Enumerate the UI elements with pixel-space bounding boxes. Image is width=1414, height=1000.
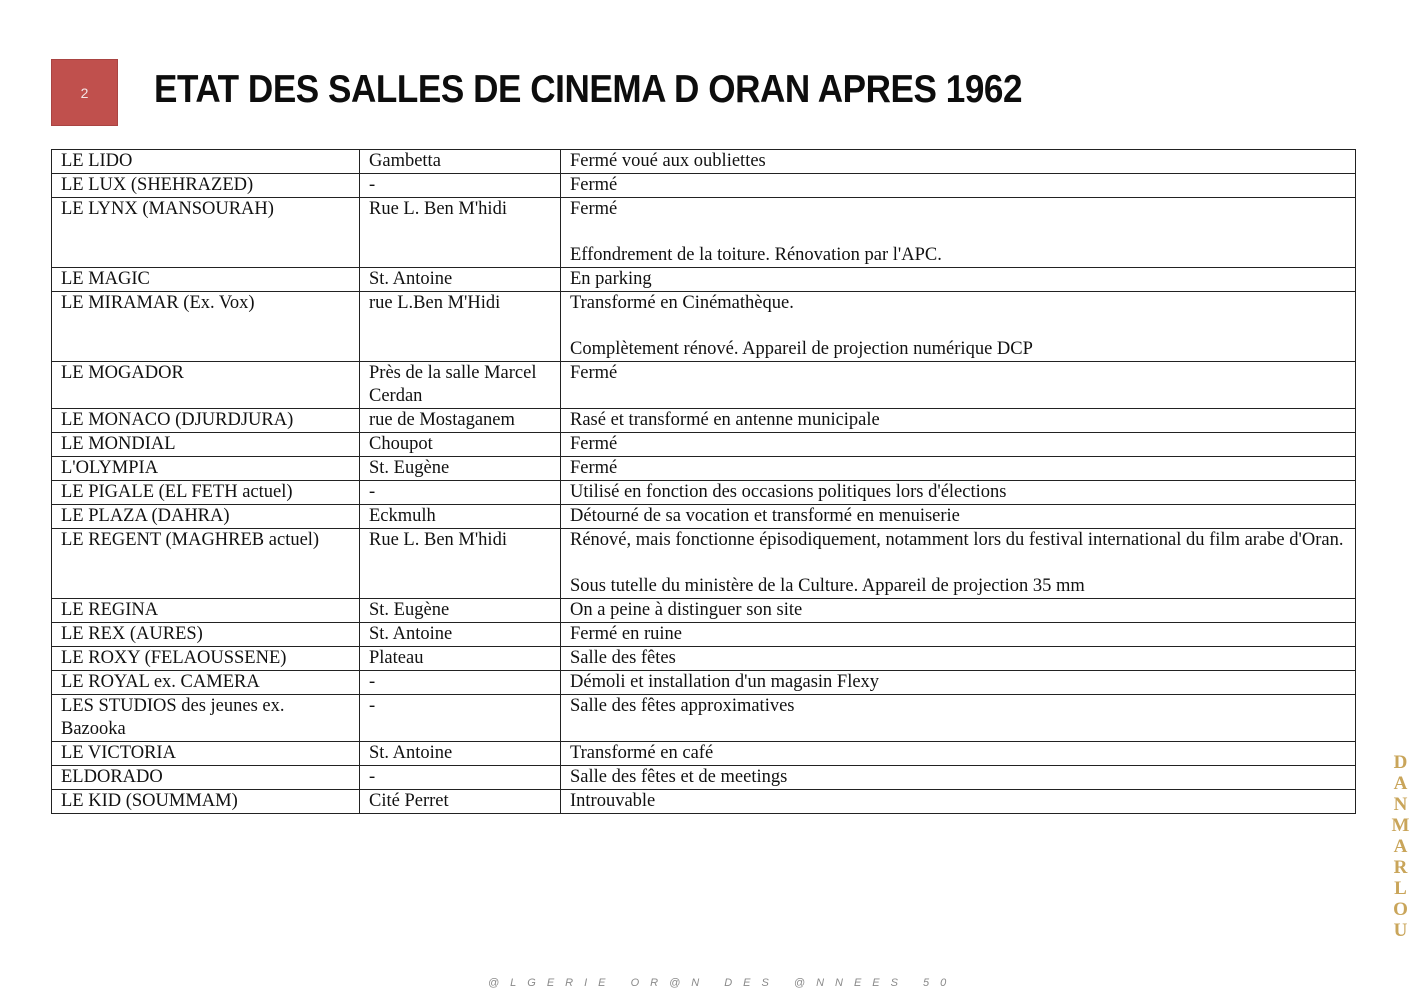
cinema-status-cell [561, 766, 1356, 790]
cinema-location-cell: St. Antoine [360, 623, 561, 647]
cinema-status-cell [561, 268, 1356, 292]
status-line: Détourné de sa vocation et transformé en menuiserie [570, 506, 960, 526]
status-line: Fermé [570, 458, 618, 478]
cinema-status-cell [561, 292, 1356, 362]
table-row [52, 457, 1356, 481]
cinema-name-cell: ELDORADO [52, 766, 360, 790]
table-row [52, 766, 1356, 790]
table-row [52, 529, 1356, 599]
table-row [52, 647, 1356, 671]
cinema-status-cell [561, 457, 1356, 481]
cinema-name-cell: LE ROXY (FELAOUSSENE) [52, 647, 360, 671]
status-line: Fermé [570, 363, 618, 383]
page-title: ETAT DES SALLES DE CINEMA D ORAN APRES 1962 [154, 68, 1023, 111]
status-line: Sous tutelle du ministère de la Culture. Appareil de projection 35 mm [570, 576, 1085, 596]
status-line: En parking [570, 269, 652, 289]
table-row [52, 671, 1356, 695]
cinema-name-cell: LE VICTORIA [52, 742, 360, 766]
cinema-location-cell: rue L.Ben M'Hidi [360, 292, 561, 362]
footer-text: @LGERIE OR@N DES @NNEES 50 [488, 977, 958, 989]
cinema-name-cell: L'OLYMPIA [52, 457, 360, 481]
status-line: Salle des fêtes et de meetings [570, 767, 788, 787]
cinema-name-cell: LE LUX (SHEHRAZED) [52, 174, 360, 198]
cinema-name-cell: LE REGINA [52, 599, 360, 623]
cinema-name-cell: LE MOGADOR [52, 362, 360, 409]
cinema-status-cell [561, 529, 1356, 599]
cinema-location-cell: Eckmulh [360, 505, 561, 529]
status-line: Salle des fêtes approximatives [570, 696, 795, 716]
status-line: Fermé [570, 199, 618, 219]
table-row [52, 292, 1356, 362]
cinema-status-cell [561, 198, 1356, 268]
cinema-status-cell [561, 742, 1356, 766]
cinema-status-table [51, 149, 1356, 814]
cinema-status-cell [561, 695, 1356, 742]
table-row [52, 742, 1356, 766]
cinema-name-cell: LE PIGALE (EL FETH actuel) [52, 481, 360, 505]
cinema-name-cell: LE MAGIC [52, 268, 360, 292]
table-row [52, 481, 1356, 505]
cinema-name-cell: LE PLAZA (DAHRA) [52, 505, 360, 529]
cinema-location-cell: - [360, 695, 561, 742]
status-line: Complètement rénové. Appareil de projection numérique DCP [570, 339, 1033, 359]
cinema-location-cell: St. Eugène [360, 599, 561, 623]
cinema-location-cell: Rue L. Ben M'hidi [360, 198, 561, 268]
cinema-status-cell [561, 409, 1356, 433]
cinema-name-cell: LE LIDO [52, 150, 360, 174]
cinema-location-cell: St. Eugène [360, 457, 561, 481]
status-line: Fermé [570, 175, 618, 195]
status-line: Salle des fêtes [570, 648, 676, 668]
status-line: Rénové, mais fonctionne épisodiquement, notamment lors du festival international du film arabe d'Oran. [570, 530, 1344, 550]
table-row [52, 433, 1356, 457]
status-line: Transformé en café [570, 743, 714, 763]
table-row [52, 362, 1356, 409]
status-line: Démoli et installation d'un magasin Flexy [570, 672, 880, 692]
cinema-status-cell [561, 671, 1356, 695]
cinema-name-cell: LE ROYAL ex. CAMERA [52, 671, 360, 695]
status-line: On a peine à distinguer son site [570, 600, 803, 620]
cinema-location-cell: St. Antoine [360, 742, 561, 766]
table-row [52, 268, 1356, 292]
status-line: Introuvable [570, 791, 656, 811]
cinema-status-cell [561, 599, 1356, 623]
status-line: Fermé en ruine [570, 624, 682, 644]
cinema-location-cell: Près de la salle Marcel Cerdan [360, 362, 561, 409]
cinema-location-cell: Gambetta [360, 150, 561, 174]
table-row [52, 599, 1356, 623]
cinema-status-cell [561, 505, 1356, 529]
cinema-location-cell: - [360, 671, 561, 695]
cinema-name-cell: LES STUDIOS des jeunes ex. Bazooka [52, 695, 360, 742]
status-line: Fermé [570, 434, 618, 454]
status-line: Utilisé en fonction des occasions politiques lors d'élections [570, 482, 1007, 502]
cinema-name-cell: LE MIRAMAR (Ex. Vox) [52, 292, 360, 362]
cinema-status-cell [561, 362, 1356, 409]
cinema-location-cell: - [360, 481, 561, 505]
table-row [52, 505, 1356, 529]
cinema-location-cell: Plateau [360, 647, 561, 671]
table-row [52, 790, 1356, 814]
status-line: Effondrement de la toiture. Rénovation par l'APC. [570, 245, 942, 265]
table-body [52, 150, 1356, 814]
cinema-status-cell [561, 150, 1356, 174]
cinema-status-cell [561, 790, 1356, 814]
table-row [52, 174, 1356, 198]
side-watermark: DANMARLOU [1390, 752, 1411, 941]
table-row [52, 409, 1356, 433]
cinema-location-cell: - [360, 174, 561, 198]
table-row [52, 695, 1356, 742]
cinema-location-cell: St. Antoine [360, 268, 561, 292]
status-line: Transformé en Cinémathèque. [570, 293, 794, 313]
page-number-badge [51, 59, 118, 126]
cinema-location-cell: Choupot [360, 433, 561, 457]
table-row [52, 150, 1356, 174]
status-line: Fermé voué aux oubliettes [570, 151, 766, 171]
table-row [52, 198, 1356, 268]
cinema-name-cell: LE REGENT (MAGHREB actuel) [52, 529, 360, 599]
cinema-location-cell: - [360, 766, 561, 790]
cinema-name-cell: LE KID (SOUMMAM) [52, 790, 360, 814]
cinema-name-cell: LE MONACO (DJURDJURA) [52, 409, 360, 433]
cinema-location-cell: Rue L. Ben M'hidi [360, 529, 561, 599]
cinema-status-cell [561, 647, 1356, 671]
cinema-status-cell [561, 433, 1356, 457]
cinema-status-cell [561, 623, 1356, 647]
cinema-location-cell: rue de Mostaganem [360, 409, 561, 433]
cinema-status-cell [561, 174, 1356, 198]
table-row [52, 623, 1356, 647]
cinema-location-cell: Cité Perret [360, 790, 561, 814]
page-number: 2 [80, 84, 89, 101]
cinema-name-cell: LE REX (AURES) [52, 623, 360, 647]
cinema-name-cell: LE LYNX (MANSOURAH) [52, 198, 360, 268]
cinema-name-cell: LE MONDIAL [52, 433, 360, 457]
cinema-status-cell [561, 481, 1356, 505]
status-line: Rasé et transformé en antenne municipale [570, 410, 880, 430]
